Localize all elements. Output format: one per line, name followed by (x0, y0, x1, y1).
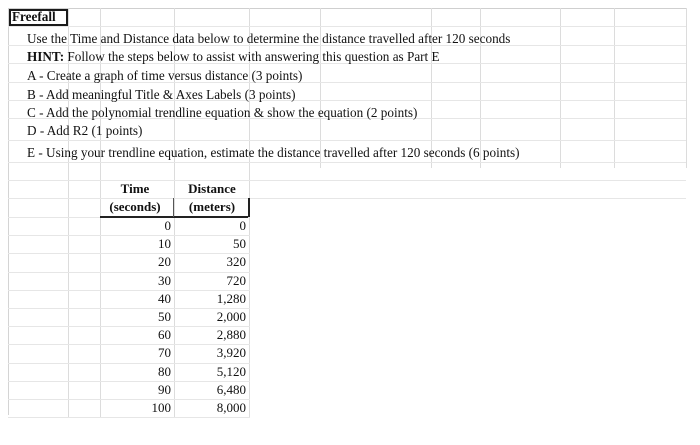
time-cell[interactable]: 100 (151, 400, 171, 415)
grid-left-edge (8, 8, 9, 415)
grid-row-line (8, 162, 686, 163)
distance-header-line2[interactable]: (meters) (188, 199, 236, 214)
step-c[interactable]: C - Add the polynomial trendline equation & show the equation (2 points) (27, 105, 418, 120)
distance-cell[interactable]: 3,920 (216, 345, 246, 361)
grid-column-line (686, 8, 687, 168)
hint-body: Follow the steps below to assist with answering this question as Part E (64, 49, 440, 64)
distance-cell[interactable]: 2,880 (216, 327, 246, 343)
time-cell[interactable]: 0 (164, 218, 171, 233)
grid-column-line (560, 8, 561, 168)
distance-cell[interactable]: 2,000 (216, 309, 246, 324)
distance-cell[interactable]: 1,280 (216, 290, 246, 306)
time-cell[interactable]: 30 (158, 272, 171, 288)
distance-cell[interactable]: 8,000 (216, 400, 246, 415)
time-header-line2[interactable]: (seconds) (109, 199, 161, 214)
distance-header-line1[interactable]: Distance (188, 181, 236, 196)
distance-cell[interactable]: 720 (226, 272, 246, 288)
time-cell[interactable]: 90 (158, 381, 171, 397)
sheet-title[interactable]: Freefall (12, 9, 56, 24)
distance-cell[interactable]: 0 (239, 218, 246, 233)
time-cell[interactable]: 10 (158, 236, 171, 252)
hint-text[interactable] (27, 48, 440, 66)
time-cell[interactable]: 60 (158, 327, 171, 343)
step-d[interactable]: D - Add R2 (1 points) (27, 123, 143, 138)
time-cell[interactable]: 80 (158, 363, 171, 379)
step-a[interactable]: A - Create a graph of time versus distance (3 points) (27, 68, 303, 83)
grid-column-line (614, 8, 615, 168)
time-cell[interactable]: 20 (158, 254, 171, 270)
step-b[interactable]: B - Add meaningful Title & Axes Labels (3 points) (27, 87, 296, 102)
time-cell[interactable]: 40 (158, 290, 171, 306)
time-cell[interactable]: 70 (158, 345, 171, 361)
grid-row-line (8, 140, 686, 141)
distance-cell[interactable]: 5,120 (216, 363, 246, 379)
grid-top-edge (8, 8, 686, 9)
time-header-line1[interactable]: Time (120, 181, 150, 196)
instruction-text[interactable]: Use the Time and Distance data below to determine the distance travelled after 120 seconds (27, 31, 511, 46)
header-right-border (248, 198, 250, 217)
grid-row-line (8, 26, 686, 27)
header-mid-border (173, 198, 174, 217)
distance-cell[interactable]: 6,480 (216, 381, 246, 397)
distance-cell[interactable]: 320 (226, 254, 246, 270)
time-cell[interactable]: 50 (158, 309, 171, 324)
distance-cell[interactable]: 50 (233, 236, 246, 252)
step-e[interactable]: E - Using your trendline equation, estimate the distance travelled after 120 seconds (6 points) (27, 145, 520, 160)
grid-row-line (8, 417, 250, 418)
hint-label: HINT: (27, 49, 65, 64)
